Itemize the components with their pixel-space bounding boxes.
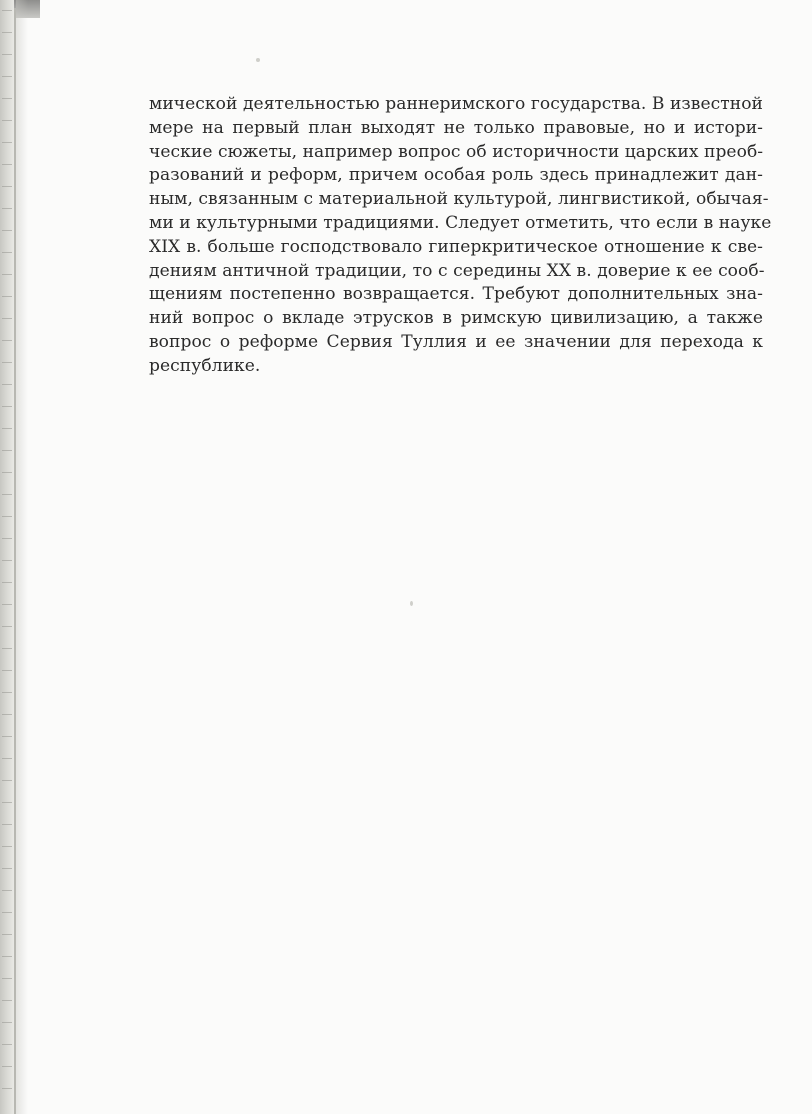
text-line: XIX в. больше господствовало гиперкритическое отношение к све- bbox=[149, 236, 763, 257]
text-line: ным, связанным с материальной культурой, лингвистикой, обычая- bbox=[149, 189, 769, 210]
text-line: мере на первый план выходят не только правовые, но и истори- bbox=[149, 117, 763, 138]
text-line: республике. bbox=[149, 355, 261, 376]
paper-speck bbox=[410, 601, 413, 606]
paper-speck bbox=[256, 58, 260, 62]
binding-edge-texture bbox=[2, 10, 12, 1110]
text-line: мической деятельностью раннеримского государства. В известной bbox=[149, 94, 763, 114]
text-line: разований и реформ, причем особая роль здесь принадлежит дан- bbox=[149, 165, 763, 186]
text-line: вопрос о реформе Сервия Туллия и ее значении для перехода к bbox=[149, 331, 763, 352]
text-line: щениям постепенно возвращается. Требуют дополнительных зна- bbox=[149, 284, 763, 305]
text-line: ческие сюжеты, например вопрос об историчности царских преоб- bbox=[149, 141, 764, 162]
text-line: ний вопрос о вкладе этрусков в римскую цивилизацию, а также bbox=[149, 308, 763, 329]
text-line: дениям античной традиции, то с середины XX в. доверие к ее сооб- bbox=[149, 260, 765, 281]
page-gutter-shadow bbox=[16, 0, 28, 1114]
body-text-paragraph bbox=[149, 93, 772, 379]
text-line: ми и культурными традициями. Следует отметить, что если в науке bbox=[149, 212, 772, 233]
